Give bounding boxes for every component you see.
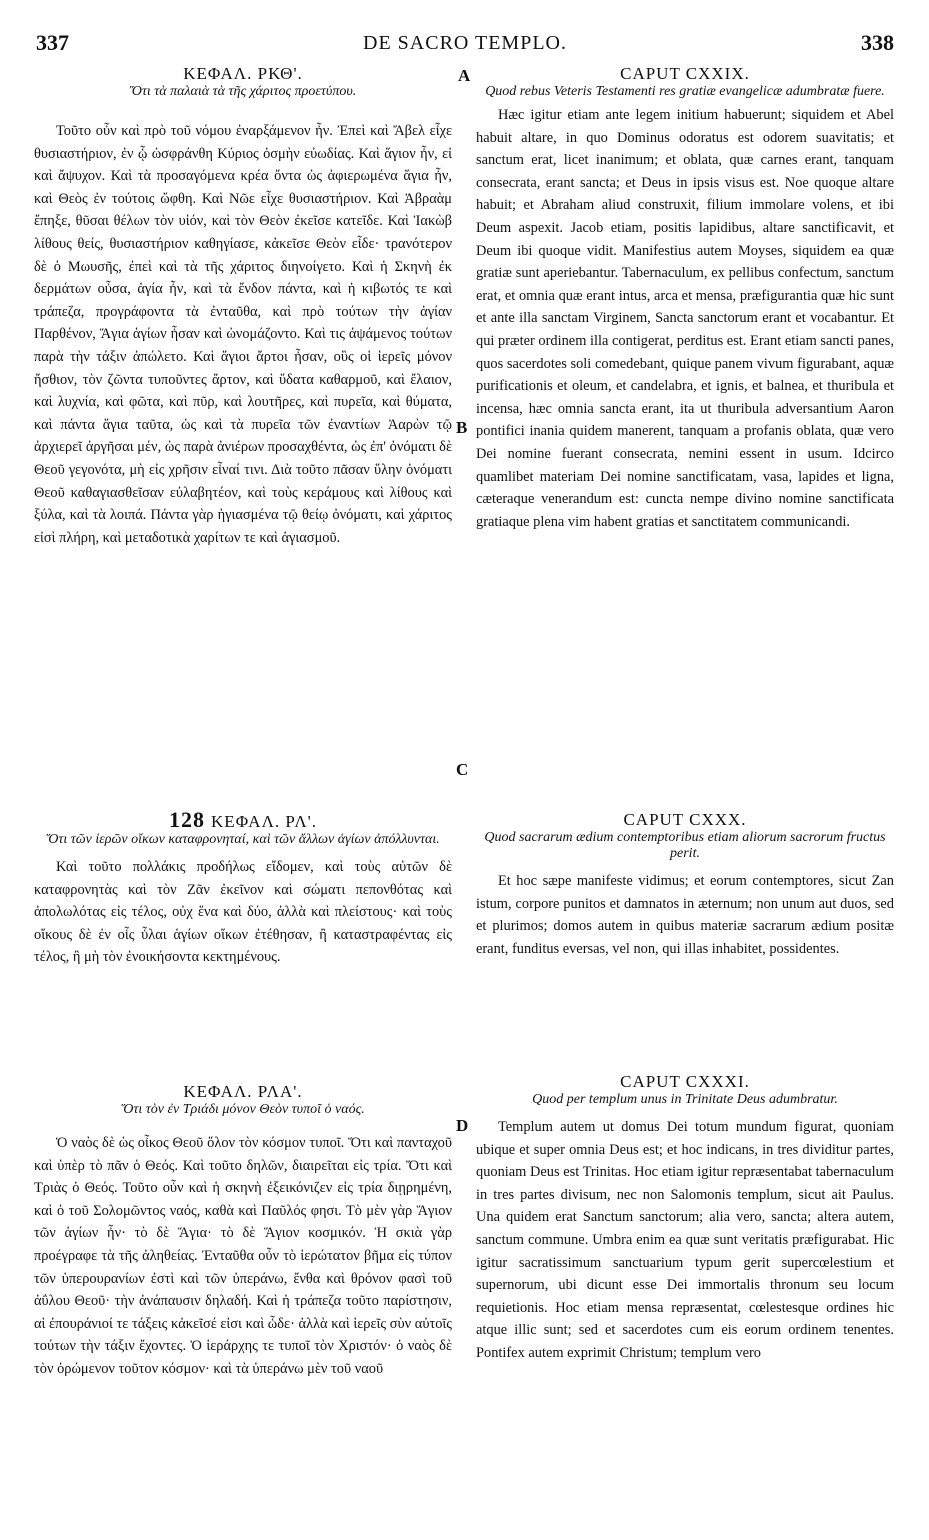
- chapter-heading: CAPUT CXXXI.: [620, 1072, 750, 1091]
- margin-marker-b: B: [456, 418, 468, 437]
- chapter-subtitle: Ὅτι τὸν ἐν Τριάδι μόνον Θεὸν τυποῖ ὁ ναός.: [121, 1102, 365, 1117]
- chapter-text: Ὁ ναὸς δὲ ὡς οἶκος Θεοῦ ὅλον τὸν κόσμον τυποῖ. Ὅτι καὶ πανταχοῦ καὶ ὑπὲρ τὸ πᾶν ὁ Θεός. Καὶ τοῦτο δηλῶν, διαιρεῖται εἰς τρία. Ὅτι καὶ Τριὰς ὁ Θεός. Τοῦτο οὖν καὶ ἡ σκηνὴ ἐξεικόνιζεν εἰς τρία διῃρημένη, καὶ ὁ τοῦ Σολομῶντος ναός, καθὰ καὶ Παῦλός φησι. Τὸ μὲν γὰρ Ἅγιον τῶν ἁγίων ἦν· τὸ δὲ Ἅγια· τὸ δὲ Ἅγιον κοσμικόν. Ἡ σκιὰ γὰρ προέγραφε τὰ τῆς ἀληθείας. Ἐνταῦθα οὖν τὸ ἱερώτατον βῆμα εἰς τύπον τῶν ὑπερουρανίων ἐστὶ καὶ τῶν ὑπεράνω, ἔνθα καὶ θρόνον φασὶ τοῦ ἀΰλου Θεοῦ· τὴν ἀνάπαυσιν δηλαδή. Καὶ ἡ τράπεζα τοῦτο παρίστησιν, αἱ ἐπουράνιοί τε τάξεις κἀκεῖσέ εἰσι καὶ ὧδε· ἀλλὰ καὶ ἱερεῖς σὺν αὐτοῖς τούτων τὴν τάξιν ἔχοντες. Ὁ ἱεράρχης τε τυποῖ τὸν Χριστόν· ὁ ναὸς δὲ τὸν ὁρώμενον τοῦτον κόσμον· καὶ τὰ ὑπεράνω μὲν τοῦ ναοῦ: [34, 1135, 452, 1377]
- chapter-text: Τοῦτο οὖν καὶ πρὸ τοῦ νόμου ἐναρξάμενον ἦν. Ἐπεὶ καὶ Ἄβελ εἶχε θυσιαστήριον, ἐν ᾧ ὠσφράνθη Κύριος ὀσμὴν εὐωδίας. Καὶ ἅγιον ἦν, εἰ καὶ ἄψυχον. Καὶ τὰ προσαγόμενα κρέα ὄντα ὡς ἀφιερωμένα ἅγια ἦν, καὶ Θεὸς ἐν τούτοις ὤφθη. Καὶ Νῶε εἶχε θυσιαστήριον. Καὶ Ἀβραὰμ ἔπηξε, θῦσαι θέλων τὸν υἱόν, καὶ τὸν Θεὸν ἐκεῖσε κατεῖδε. Καὶ Ἰακὼβ λίθους θείς, θυσιαστήριον καθηγίασε, κἀκεῖσε Θεὸν εἶδε· τρανότερον δὲ ὁ Μωυσῆς, ἐπεὶ καὶ τὰ τῆς χάριτος διηνοίγετο. Καὶ ἡ Σκηνὴ ἐκ δερμάτων οὖσα, ἁγία ἦν, καὶ τὰ ἔνδον πάντα, καὶ ἡ κιβωτός τε καὶ τράπεζα, προγράφοντα τὰ ἐνταῦθα, καὶ πρὸ τούτων τὴν ἁγίαν Παρθένον, Ἅγια ἁγίων ἦσαν καὶ ὠνομάζοντο. Καὶ τις ἀψάμενος τούτων παρὰ τὴν τάξιν ἀπώλετο. Καὶ ἅγιοι ἄρτοι ἦσαν, οὓς οἱ ἱερεῖς μόνον ἤσθιον, τὸν ζῶντα τυποῦντες ἄρτον, καὶ ὕδατα καθαρμοῦ, καὶ ἔλαιον, καὶ λυχνία, καὶ φῶτα, καὶ πῦρ, καὶ λουτῆρες, καὶ πυρεῖα, καὶ θύματα, καὶ πάντα ἅγια ταῦτα, ὡς καὶ τὰ πυρεῖα τῶν ἐναντίων Ἀαρὼν τῷ ἀρχιερεῖ ἀργῆσαι μέν, ὡς παρὰ ἀνιέρων προσαχθέντα, ὡς ἐπ' ὀνόματι δὲ Θεοῦ γεγονότα, μὴ εἰς χρῆσιν εἶναί τινι. Διὰ τοῦτο πᾶσαν ὕλην ὀνόματι Θεοῦ καθαγιασθεῖσαν εὐλαβητέον, καὶ τοὺς κεράμους καὶ λίθους καὶ ξύλα, καὶ τὰ λοιπά. Πάντα γὰρ ἡγιασμένα τῷ θείῳ ὀνόματι, καὶ χάριτος εἰσὶ πλήρη, καὶ μεταδοτικὰ χαρίτων τε καὶ ἁγιασμοῦ.: [34, 123, 452, 546]
- chapter-heading: [34, 807, 452, 832]
- latin-chapter-129: [476, 64, 894, 533]
- chapter-heading: CAPUT CXXIX.: [620, 64, 750, 83]
- column-number: 128: [169, 807, 206, 832]
- chapter-subtitle: Ὅτι τὰ παλαιὰ τὰ τῆς χάριτος προετύπου.: [129, 84, 357, 99]
- chapter-text: Καὶ τοῦτο πολλάκις προδήλως εἴδομεν, καὶ τοὺς αὐτῶν δὲ καταφρονητὰς καὶ τὸν Ζᾶν ἐκεῖνον καὶ σώματι πεπονθότας καὶ ἀπολωλότας εἰς τέλος, οὐχ ἕνα καὶ δύο, ἀλλὰ καὶ πλείστους· καὶ τοὺς οἴκους δὲ ἐν οἷς ὗλαι ἁγίων οἴκων ἐτέθησαν, ἢ καταστραφέντας εἰς τέλος, ἢ μὴ τὸν ἐνοικήσοντα κεκτημένους.: [34, 859, 452, 966]
- margin-marker-d: D: [456, 1116, 469, 1135]
- chapter-heading-label: ΚΕΦΑΛ. ΡΛ'.: [211, 812, 317, 831]
- chapter-subtitle: Quod sacrarum ædium contemptoribus etiam aliorum sacrorum fructus perit.: [484, 830, 886, 861]
- chapter-heading: ΚΕΦΑΛ. ΡΚΘ'.: [183, 64, 303, 83]
- greek-chapter-130: [34, 807, 452, 969]
- chapter-subtitle: Ὅτι τῶν ἱερῶν οἴκων καταφρονηταί, καὶ τῶν ἄλλων ἁγίων ἀπόλλυνται.: [46, 832, 440, 847]
- running-header: [36, 30, 894, 60]
- margin-marker-a: A: [458, 66, 471, 85]
- chapter-text: Hæc igitur etiam ante legem initium habuerunt; siquidem et Abel habuit altare, in quo Dominus odoratus est odorem suavitatis; et sanctum erat, licet inanimum; et oblata, quæ carnes erant, tanquam consecrata, erant sancta; et Deus in ipsis visus est. Noe quoque altare habuit; et Abraham aliud construxit, filium immolare volens, et ibi Deum aspexit. Jacob etiam, positis lapidibus, altare sanctificavit, et Deum ibi quoque vidit. Manifestius autem Moyses, siquidem ea quæ gratiæ sunt aperiebantur. Tabernaculum, ex pellibus confectum, sanctum erat, et omnia quæ erant intus, arca et mensa, præfigurantia quæ hic sunt et ante illa sanctam Virginem, Sancta sanctorum erant et vocabantur. Et qui præter ordinem illa contigerat, perditus est. Erant etiam sancti panes, quos sacerdotes soli comedebant, quique panem vivum figurabant, aquæ purificationis et oleum, et candelabra, et ignis, et balnea, et thuribula et incensa, hæc omnia sancta erant, ita ut thuribula adversantium Aaron pontifici inania quidem manerent, tanquam a profanis oblata, quæ vero Dei nomine fuerant consecrata, nemini essent in usum. Idcirco quamlibet materiam Dei nomine sanctificatam, vasa, lapides et ligna, cæteraque venerandum est: cuncta nempe divino nomine sanctificata gratiaque plena vim habent gratias et sanctitatem communicandi.: [476, 107, 894, 530]
- chapter-heading: CAPUT CXXX.: [623, 810, 747, 829]
- margin-marker-c: C: [456, 760, 469, 779]
- latin-chapter-130: [476, 810, 894, 960]
- latin-chapter-131: [476, 1072, 894, 1365]
- page-number-right: 338: [861, 30, 894, 55]
- chapter-heading: ΚΕΦΑΛ. ΡΛΑ'.: [183, 1082, 303, 1101]
- page-number-left: 337: [36, 30, 69, 55]
- greek-chapter-129: [34, 64, 452, 549]
- running-title: DE SACRO TEMPLO.: [363, 32, 567, 54]
- chapter-text: Templum autem ut domus Dei totum mundum figurat, quoniam ubique et super omnia Deus est; et hoc indicans, in tres dividitur partes, quoniam Deus est Trinitas. Hoc etiam igitur repræsentabat tabernaculum in tres partes divisum, nec non Salomonis templum, sicut ait Paulus. Una quidem erat Sanctum sanctorum; alia vero, sancta; altera autem, sanctum commune. Umbra enim ea quæ sunt veritatis præfigurabat. Hic igitur sacratissimum sanctuarium typum gerit supercœlestium et supernorum, ubi dicunt esse Dei immortalis thronum seu locum requietionis. Hoc etiam mensa repræsentat, cœlestesque ordines hic atque illic sunt; sed et sacerdotes cum eis eorum ordinem tenentes. Pontifex autem exprimit Christum; templum vero: [476, 1119, 894, 1361]
- greek-chapter-131: [34, 1082, 452, 1381]
- chapter-subtitle: Quod rebus Veteris Testamenti res gratiæ evangelicæ adumbratæ fuere.: [485, 84, 885, 99]
- chapter-text: Et hoc sæpe manifeste vidimus; et eorum contemptores, sicut Zan istum, corpore punitos et damnatos in æternum; non unum aut duos, sed et plurimos; domos autem in quibus materiæ sacrarum ædium positæ erant, funditus eversas, vel non, qui illas inhabitet, possidentes.: [476, 873, 894, 957]
- chapter-subtitle: Quod per templum unus in Trinitate Deus adumbratur.: [532, 1092, 838, 1107]
